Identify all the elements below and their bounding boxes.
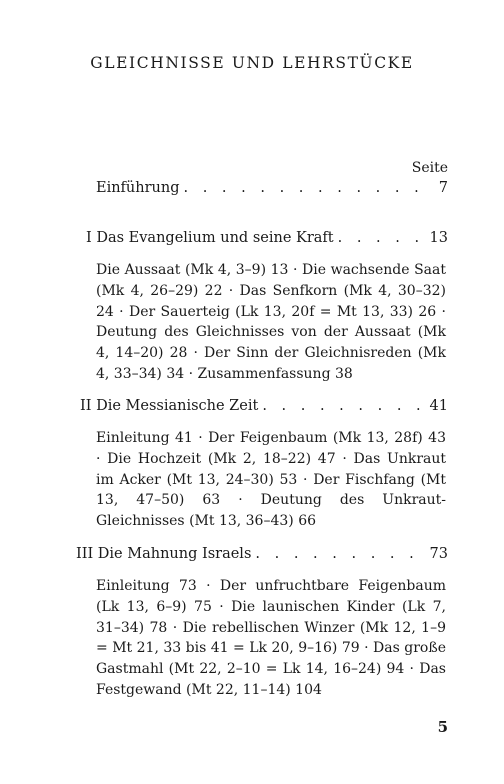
- toc-entry-chapter-1[interactable]: [86, 230, 448, 246]
- toc-leader-dots: [338, 230, 424, 246]
- page-number: 5: [437, 718, 448, 736]
- toc-entry-page: 41: [429, 398, 448, 414]
- toc-leader-dots: [255, 546, 423, 562]
- toc-entry-label: Einführung: [96, 180, 180, 196]
- toc-entry-label: I Das Evangelium und seine Kraft: [86, 230, 334, 246]
- page-column-label: Seite: [411, 160, 448, 176]
- page-title: GLEICHNISSE UND LEHRSTÜCKE: [90, 54, 414, 72]
- toc-entry-page: 7: [438, 180, 448, 196]
- chapter-3-contents: Einleitung 73 · Der unfruchtbare Feigenbaum (Lk 13, 6–9) 75 · Die launischen Kinder (Lk 7, 31–34) 78 · Die rebellischen Winzer (Mk 12, 1–9 = Mt 21, 33 bis 41 = Lk 20, 9–16) 79 · Das große Gastmahl (Mt 22, 2–10 = Lk 14, 16–24) 94 · Das Festgewand (Mt 22, 11–14) 104: [96, 578, 446, 698]
- toc-leader-dots: [184, 180, 433, 196]
- toc-leader-dots: [262, 398, 423, 414]
- toc-entry-chapter-3[interactable]: [76, 546, 448, 562]
- toc-entry-chapter-2[interactable]: [80, 398, 448, 414]
- chapter-1-contents: Die Aussaat (Mk 4, 3–9) 13 · Die wachsende Saat (Mk 4, 26–29) 22 · Das Senfkorn (Mk 4, 30–32) 24 · Der Sauerteig (Lk 13, 20f = Mt 13, 33) 26 · Deutung des Gleichnisses von der Aussaat (Mk 4, 14–20) 28 · Der Sinn der Gleichnisreden (Mk 4, 33–34) 34 · Zusammenfassung 38: [96, 262, 446, 382]
- toc-entry-page: 13: [429, 230, 448, 246]
- toc-entry-label: II Die Messianische Zeit: [80, 398, 259, 414]
- toc-entry-introduction[interactable]: [96, 180, 448, 196]
- toc-entry-page: 73: [429, 546, 448, 562]
- toc-entry-label: III Die Mahnung Israels: [76, 546, 252, 562]
- chapter-2-contents: Einleitung 41 · Der Feigenbaum (Mk 13, 28f) 43 · Die Hochzeit (Mk 2, 18–22) 47 · Das Unkraut im Acker (Mt 13, 24–30) 53 · Der Fischfang (Mt 13, 47–50) 63 · Deutung des Unkraut-Gleichnisses (Mt 13, 36–43) 66: [96, 430, 446, 530]
